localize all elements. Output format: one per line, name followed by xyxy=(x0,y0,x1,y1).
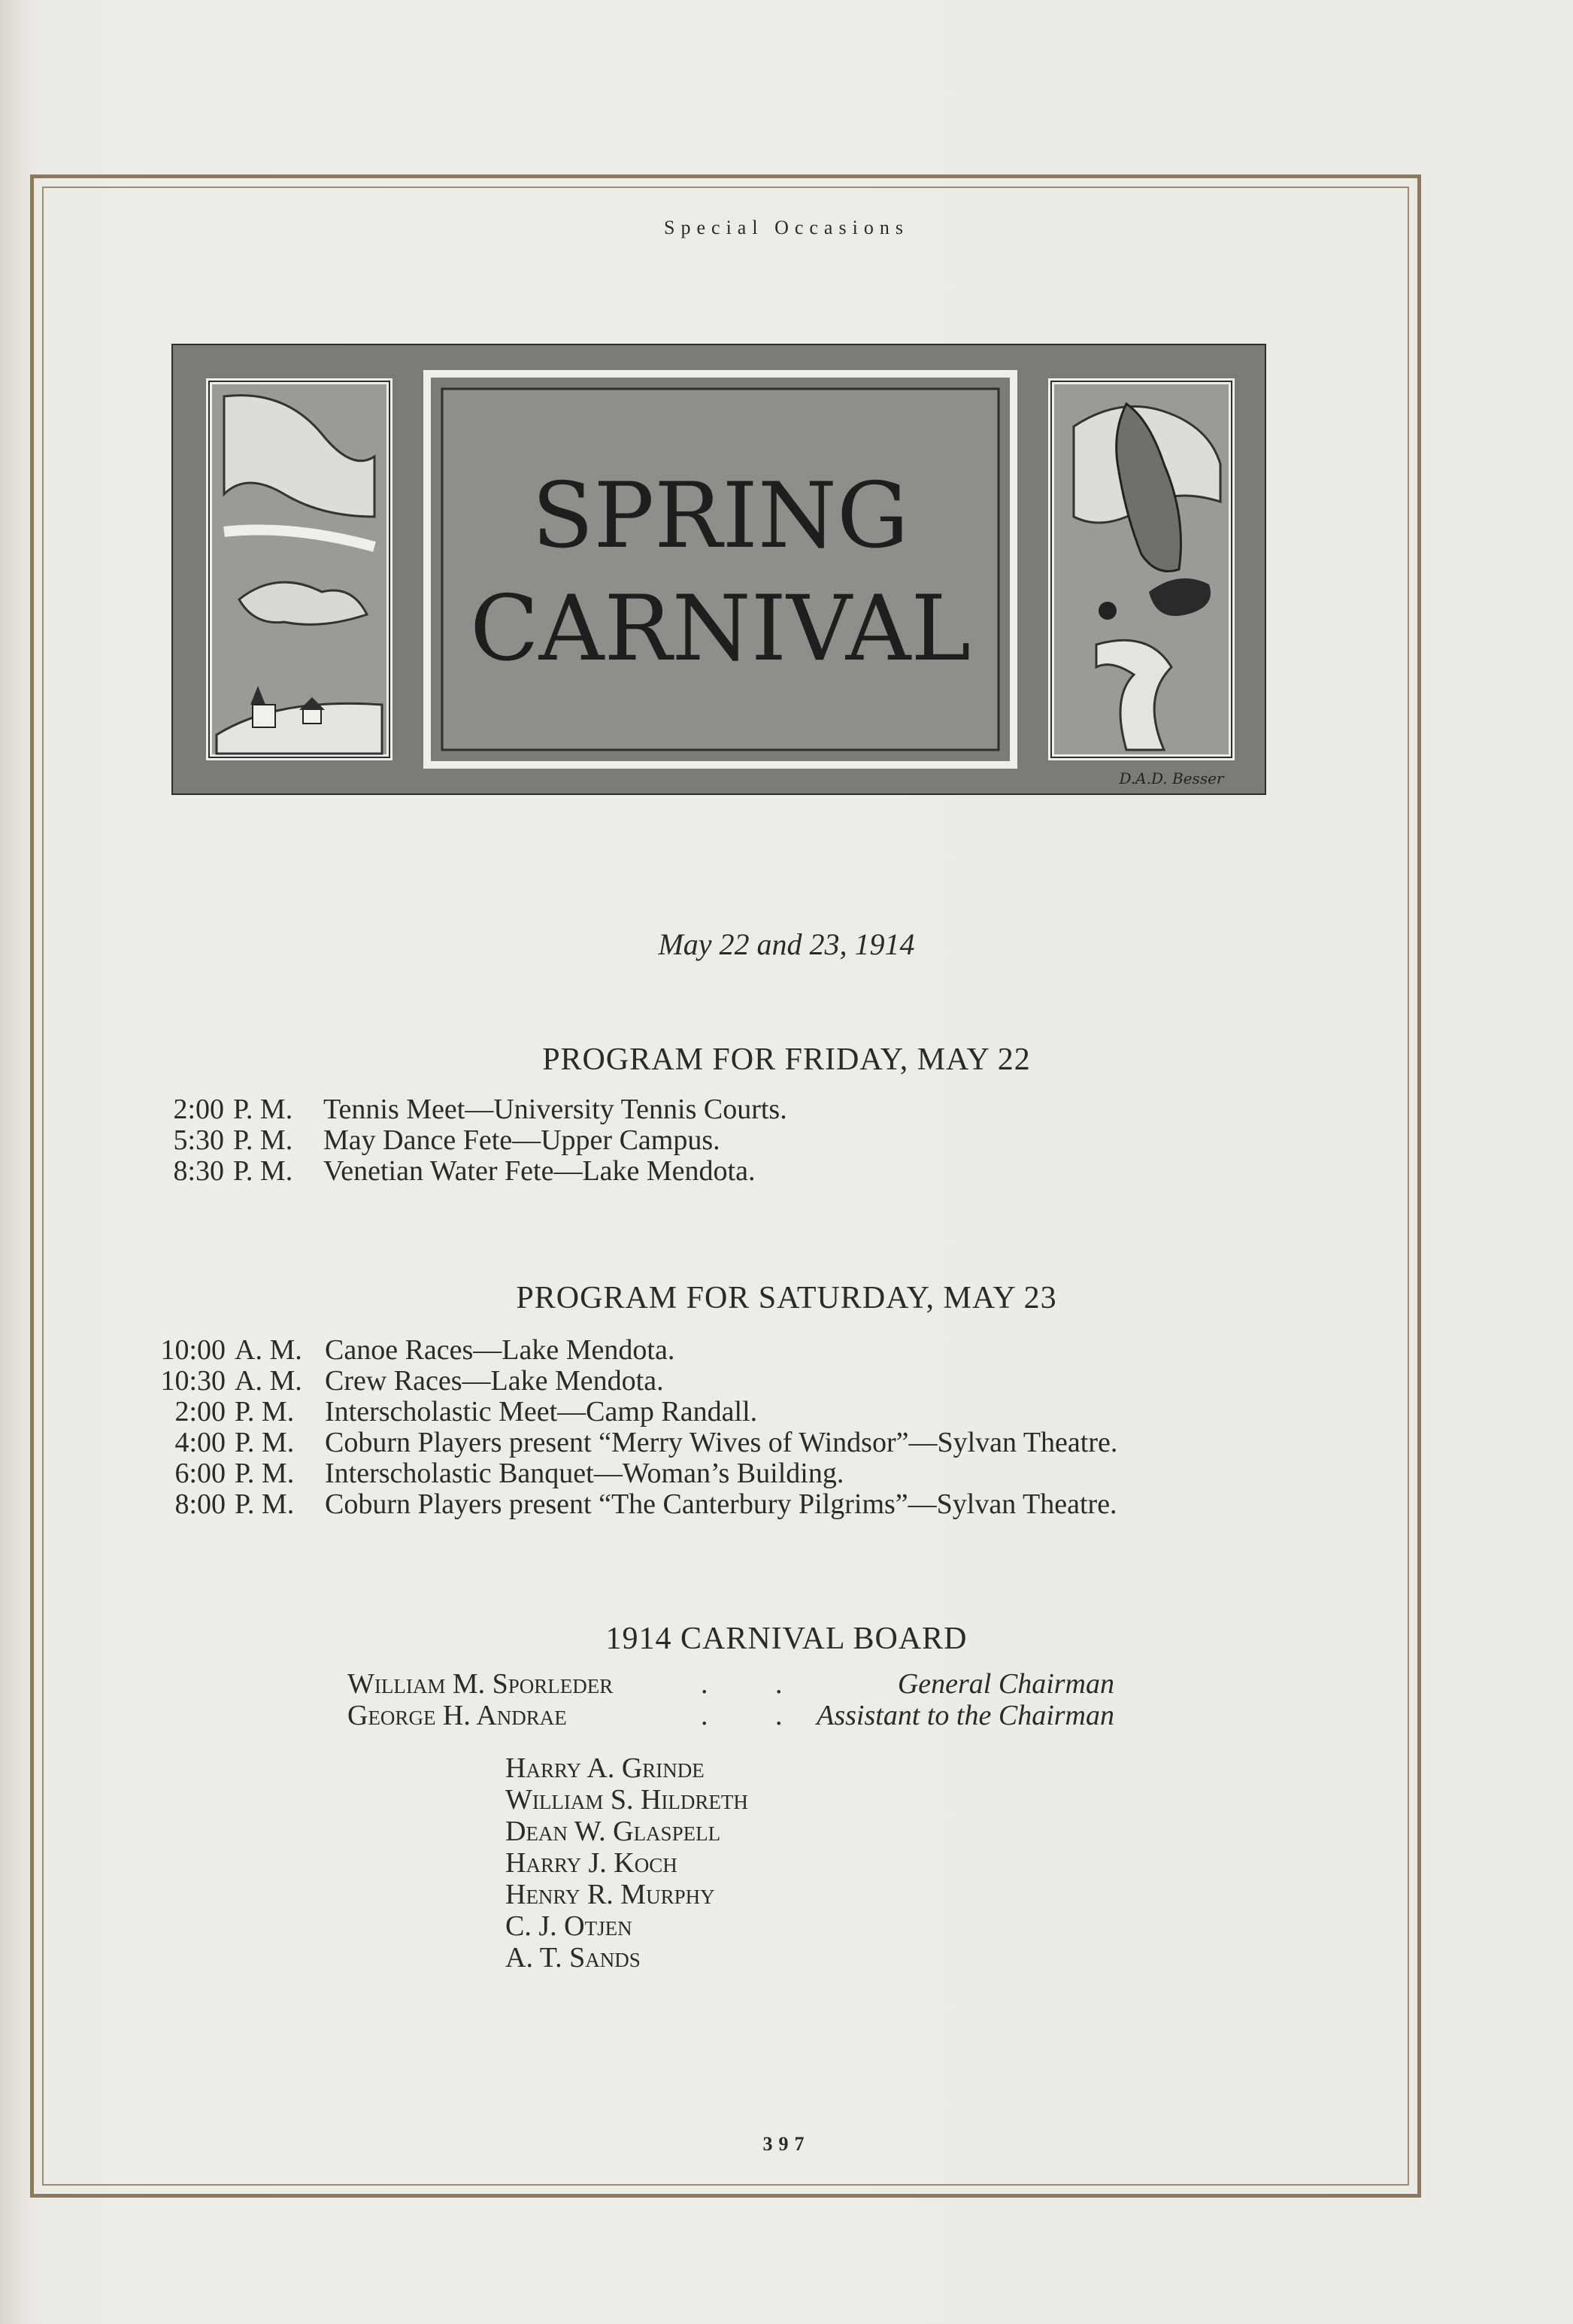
schedule-event: Venetian Water Fete—Lake Mendota. xyxy=(323,1155,756,1187)
friday-program-title: PROGRAM FOR FRIDAY, MAY 22 xyxy=(542,1042,1031,1077)
carnival-board-title: 1914 CARNIVAL BOARD xyxy=(605,1622,968,1656)
schedule-am-pm: P. M. xyxy=(233,1155,293,1187)
schedule-am-pm: P. M. xyxy=(233,1124,293,1156)
schedule-event: Interscholastic Banquet—Woman’s Building. xyxy=(325,1458,844,1489)
schedule-item xyxy=(164,1094,787,1125)
schedule-time: 5:30 xyxy=(173,1124,224,1156)
schedule-item xyxy=(150,1366,1117,1397)
right-landscape-panel xyxy=(1051,381,1232,757)
schedule-time: 10:00 xyxy=(160,1334,226,1366)
saturday-program-title: PROGRAM FOR SATURDAY, MAY 23 xyxy=(516,1281,1057,1315)
event-dates: May 22 and 23, 1914 xyxy=(658,927,915,961)
schedule-am-pm: P. M. xyxy=(235,1458,295,1489)
schedule-time: 10:30 xyxy=(160,1365,226,1397)
friday-schedule xyxy=(164,1094,787,1187)
schedule-event: Coburn Players present “Merry Wives of Windsor”—Sylvan Theatre. xyxy=(325,1427,1118,1458)
page-number: 397 xyxy=(762,2133,811,2155)
officer-name: George H. Andrae xyxy=(347,1700,567,1731)
saturday-schedule xyxy=(150,1335,1117,1520)
board-member: C. J. Otjen xyxy=(505,1910,632,1942)
board-member: Dean W. Glaspell xyxy=(505,1816,721,1847)
schedule-am-pm: P. M. xyxy=(235,1396,295,1427)
left-landscape-panel xyxy=(209,381,389,757)
board-member: Harry J. Koch xyxy=(505,1847,677,1879)
officer-role: Assistant to the Chairman xyxy=(817,1700,1114,1731)
board-officer xyxy=(347,1668,1114,1700)
schedule-time: 6:00 xyxy=(174,1458,226,1489)
schedule-event: Canoe Races—Lake Mendota. xyxy=(325,1334,675,1366)
artist-signature: D.A.D. Besser xyxy=(1119,769,1224,787)
schedule-time: 2:00 xyxy=(173,1094,224,1125)
schedule-event: Tennis Meet—University Tennis Courts. xyxy=(323,1094,787,1125)
schedule-event: Crew Races—Lake Mendota. xyxy=(325,1365,664,1397)
officer-leader-dots: . . xyxy=(701,1668,813,1700)
schedule-item xyxy=(164,1125,787,1156)
schedule-time: 4:00 xyxy=(174,1427,226,1458)
officer-role: General Chairman xyxy=(897,1668,1114,1700)
banner-title-line2: CARNIVAL xyxy=(469,577,971,681)
officer-name: William M. Sporleder xyxy=(347,1668,614,1700)
board-member: Harry A. Grinde xyxy=(505,1752,705,1784)
title-panel xyxy=(427,374,1014,765)
running-title: Special Occasions xyxy=(664,217,909,238)
schedule-item xyxy=(150,1397,1117,1427)
board-officer xyxy=(347,1700,1114,1731)
board-member: A. T. Sands xyxy=(505,1942,641,1974)
schedule-item xyxy=(150,1427,1117,1458)
board-members xyxy=(505,1752,748,1974)
board-member: Henry R. Murphy xyxy=(505,1879,715,1910)
schedule-am-pm: A. M. xyxy=(235,1334,302,1366)
schedule-event: Coburn Players present “The Canterbury Pilgrims”—Sylvan Theatre. xyxy=(325,1488,1117,1520)
banner-title-line1: SPRING xyxy=(532,464,909,569)
schedule-time: 2:00 xyxy=(174,1396,226,1427)
board-officers xyxy=(347,1668,1114,1731)
schedule-event: May Dance Fete—Upper Campus. xyxy=(323,1124,720,1156)
schedule-am-pm: P. M. xyxy=(233,1094,293,1125)
schedule-am-pm: A. M. xyxy=(235,1365,302,1397)
schedule-event: Interscholastic Meet—Camp Randall. xyxy=(325,1396,758,1427)
schedule-am-pm: P. M. xyxy=(235,1427,295,1458)
schedule-time: 8:30 xyxy=(173,1155,224,1187)
officer-leader-dots: . . xyxy=(701,1700,813,1731)
schedule-item xyxy=(150,1489,1117,1520)
schedule-item xyxy=(150,1458,1117,1489)
schedule-item xyxy=(150,1335,1117,1366)
schedule-item xyxy=(164,1156,787,1187)
schedule-time: 8:00 xyxy=(174,1488,226,1520)
schedule-am-pm: P. M. xyxy=(235,1488,295,1520)
board-member: William S. Hildreth xyxy=(505,1784,748,1816)
spring-carnival-banner-illustration xyxy=(171,344,1266,795)
